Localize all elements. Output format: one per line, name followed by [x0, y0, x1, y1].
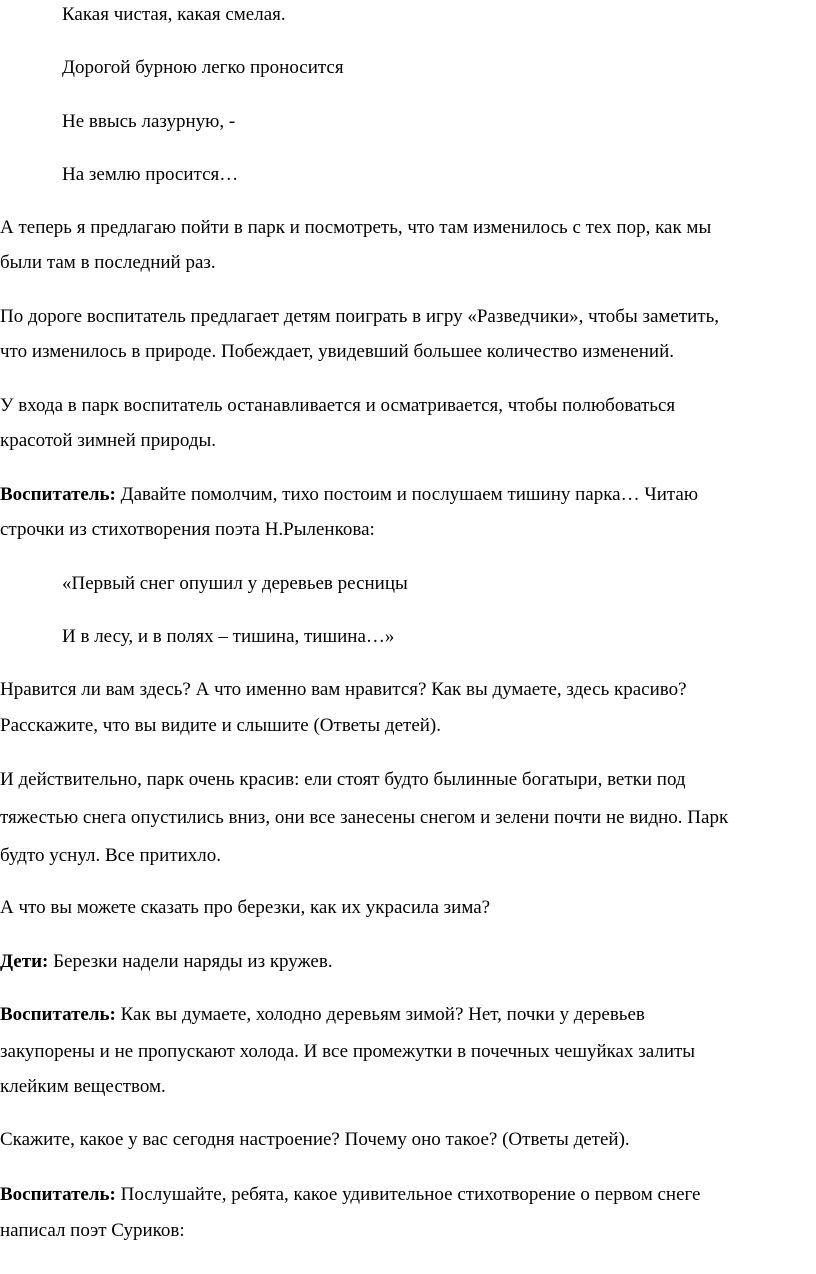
speech-text: Как вы думаете, холодно деревьям зимой? Нет, почки у деревьев: [115, 1004, 645, 1025]
paragraph-line: закупорены и не пропускают холода. И все промежутки в почечных чешуйках залиты: [0, 1041, 696, 1062]
speech-text: Послушайте, ребята, какое удивительное стихотворение о первом снеге: [115, 1184, 701, 1205]
poem-line: Дорогой бурною легко проносится: [62, 57, 344, 78]
speaker-label: Воспитатель:: [0, 484, 116, 505]
paragraph-line: [0, 1183, 700, 1207]
paragraph-line: И действительно, парк очень красив: ели стоят будто былинные богатыри, ветки под: [0, 769, 686, 790]
poem-line: На землю просится…: [62, 164, 239, 185]
paragraph-line: красотой зимней природы.: [0, 430, 217, 451]
paragraph-line: будто уснул. Все притихло.: [0, 845, 222, 866]
speaker-label: Воспитатель:: [0, 1004, 116, 1025]
speech-text: Давайте помолчим, тихо постоим и послушаем тишину парка… Читаю: [115, 484, 699, 505]
paragraph-line: что изменилось в природе. Побеждает, увидевший большее количество изменений.: [0, 341, 674, 362]
paragraph-line: были там в последний раз.: [0, 252, 216, 273]
paragraph-line: По дороге воспитатель предлагает детям поиграть в игру «Разведчики», чтобы заметить,: [0, 306, 720, 327]
paragraph-line: Нравится ли вам здесь? А что именно вам нравится? Как вы думаете, здесь красиво?: [0, 679, 687, 700]
speaker-label: Дети:: [0, 951, 49, 972]
paragraph-line: [0, 1003, 645, 1027]
paragraph-line: Расскажите, что вы видите и слышите (Ответы детей).: [0, 715, 442, 736]
poem-line: «Первый снег опушил у деревьев ресницы: [62, 573, 408, 594]
paragraph-line: [0, 483, 698, 507]
paragraph-line: клейким веществом.: [0, 1076, 166, 1097]
speech-text: Березки надели наряды из кружев.: [48, 951, 333, 972]
paragraph-line: строчки из стихотворения поэта Н.Рыленкова:: [0, 519, 375, 540]
paragraph-line: А теперь я предлагаю пойти в парк и посмотреть, что там изменилось с тех пор, как мы: [0, 217, 712, 238]
paragraph-line: тяжестью снега опустились вниз, они все занесены снегом и зелени почти не видно. Парк: [0, 807, 729, 828]
paragraph-line: написал поэт Суриков:: [0, 1220, 185, 1241]
paragraph-line: Скажите, какое у вас сегодня настроение? Почему оно такое? (Ответы детей).: [0, 1129, 630, 1150]
poem-line: Не ввысь лазурную, -: [62, 111, 236, 132]
poem-line: Какая чистая, какая смелая.: [62, 4, 286, 25]
poem-line: И в лесу, и в полях – тишина, тишина…»: [62, 626, 395, 647]
paragraph-line: [0, 950, 333, 974]
paragraph-line: У входа в парк воспитатель останавливается и осматривается, чтобы полюбоваться: [0, 395, 676, 416]
speaker-label: Воспитатель:: [0, 1184, 116, 1205]
paragraph-line: А что вы можете сказать про березки, как их украсила зима?: [0, 897, 491, 918]
